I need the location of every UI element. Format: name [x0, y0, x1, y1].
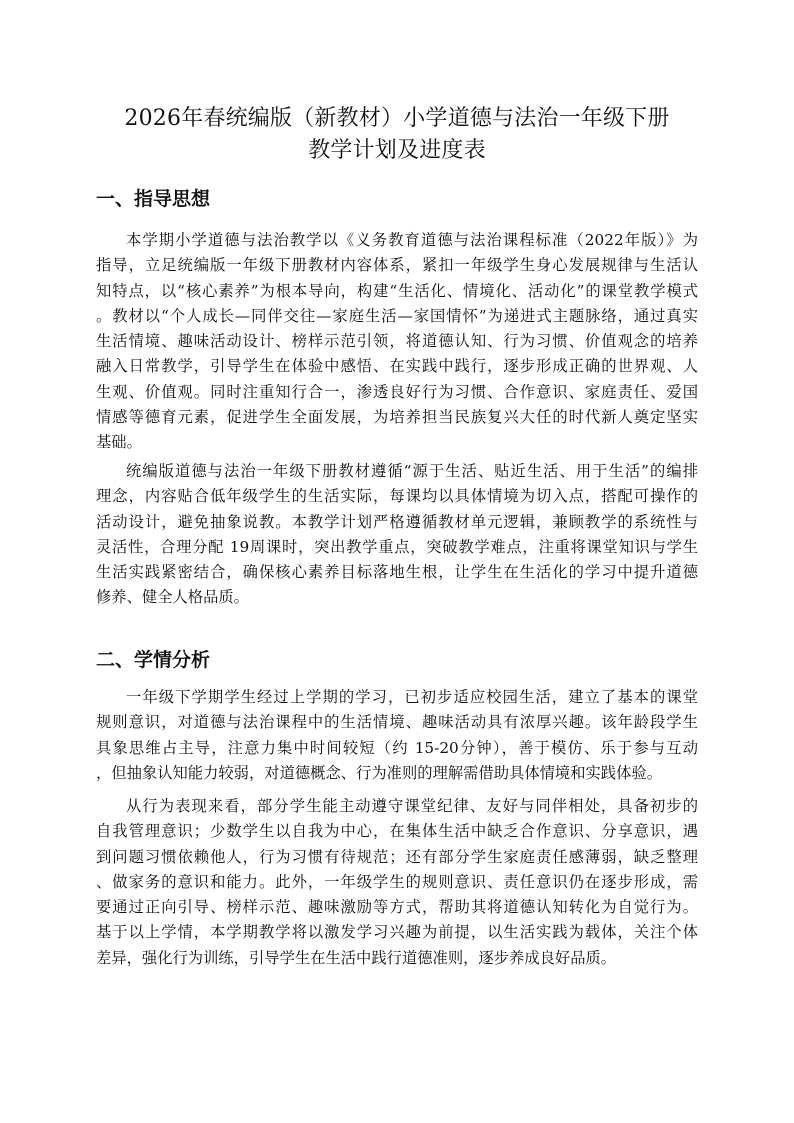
text-line: 活动设计，避免抽象说教。本教学计划严格遵循教材单元逻辑，兼顾教学的系统性与 [96, 512, 698, 531]
text-line: 理念，内容贴合低年级学生的生活实际，每课均以具体情境为切入点，搭配可操作的 [96, 487, 698, 506]
text-line: 、做家务的意识和能力。此外，一年级学生的规则意识、责任意识仍在逐步形成，需 [96, 872, 698, 891]
text-line: 修养、健全人格品质。 [96, 588, 249, 607]
text-line: 基础。 [96, 433, 142, 452]
paragraph-guiding-2 [96, 459, 698, 611]
text-line: 差异，强化行为训练，引导学生在生活中践行道德准则，逐步养成良好品质。 [96, 948, 617, 967]
text-line: ，但抽象认知能力较弱，对道德概念、行为准则的理解需借助具体情境和实践体验。 [96, 763, 662, 782]
text-line: 规则意识，对道德与法治课程中的生活情境、趣味活动具有浓厚兴趣。该年龄段学生 [96, 713, 698, 732]
paragraph-analysis-1 [96, 685, 698, 786]
paragraph-guiding-1 [96, 228, 698, 456]
text-line: 生活实践紧密结合，确保核心素养目标落地生根，让学生在生活化的学习中提升道德 [96, 563, 698, 582]
text-line: 要通过正向引导、榜样示范、趣味激励等方式，帮助其将道德认知转化为自觉行为。 [96, 898, 698, 917]
document-title [60, 103, 734, 167]
text-line: 具象思维占主导，注意力集中时间较短（约 15-20分钟），善于模仿、乐于参与互动 [96, 738, 698, 757]
text-line: 从行为表现来看，部分学生能主动遵守课堂纪律、友好与同伴相处，具备初步的 [126, 797, 698, 815]
section-heading-student-analysis: 二、学情分析 [96, 649, 211, 671]
paragraph-analysis-2 [96, 794, 698, 971]
text-line: 统编版道德与法治一年级下册教材遵循“源于生活、贴近生活、用于生活”的编排 [126, 462, 698, 480]
text-line: 生观、价值观。同时注重知行合一，渗透良好行为习惯、合作意识、家庭责任、爱国 [96, 382, 698, 401]
section-heading-guiding-ideology: 一、指导思想 [96, 188, 211, 210]
title-line-2: 教学计划及进度表 [308, 138, 486, 163]
text-line: 融入日常教学，引导学生在体验中感悟、在实践中践行，逐步形成正确的世界观、人 [96, 357, 698, 376]
title-line-1: 2026年春统编版（新教材）小学道德与法治一年级下册 [124, 106, 670, 131]
text-line: 本学期小学道德与法治教学以《义务教育道德与法治课程标准（2022年版）》为 [126, 231, 698, 249]
text-line: 知特点，以“核心素养”为根本导向，构建“生活化、情境化、活动化”的课堂教学模式 [96, 281, 698, 300]
text-line: 到问题习惯依赖他人，行为习惯有待规范；还有部分学生家庭责任感薄弱，缺乏整理 [96, 847, 698, 866]
text-line: 基于以上学情，本学期教学将以激发学习兴趣为前提，以生活实践为载体，关注个体 [96, 923, 698, 942]
text-line: 一年级下学期学生经过上学期的学习，已初步适应校园生活，建立了基本的课堂 [126, 688, 698, 706]
text-line: 自我管理意识；少数学生以自我为中心，在集体生活中缺乏合作意识、分享意识，遇 [96, 822, 698, 841]
text-line: 生活情境、趣味活动设计、榜样示范引领，将道德认知、行为习惯、价值观念的培养 [96, 332, 698, 351]
text-line: 指导，立足统编版一年级下册教材内容体系，紧扣一年级学生身心发展规律与生活认 [96, 256, 698, 275]
text-line: 灵活性，合理分配 19周课时，突出教学重点，突破教学难点，注重将课堂知识与学生 [96, 537, 698, 556]
text-line: 情感等德育元素，促进学生全面发展，为培养担当民族复兴大任的时代新人奠定坚实 [96, 408, 698, 427]
text-line: 。教材以“个人成长—同伴交往—家庭生活—家国情怀”为递进式主题脉络，通过真实 [96, 306, 698, 325]
